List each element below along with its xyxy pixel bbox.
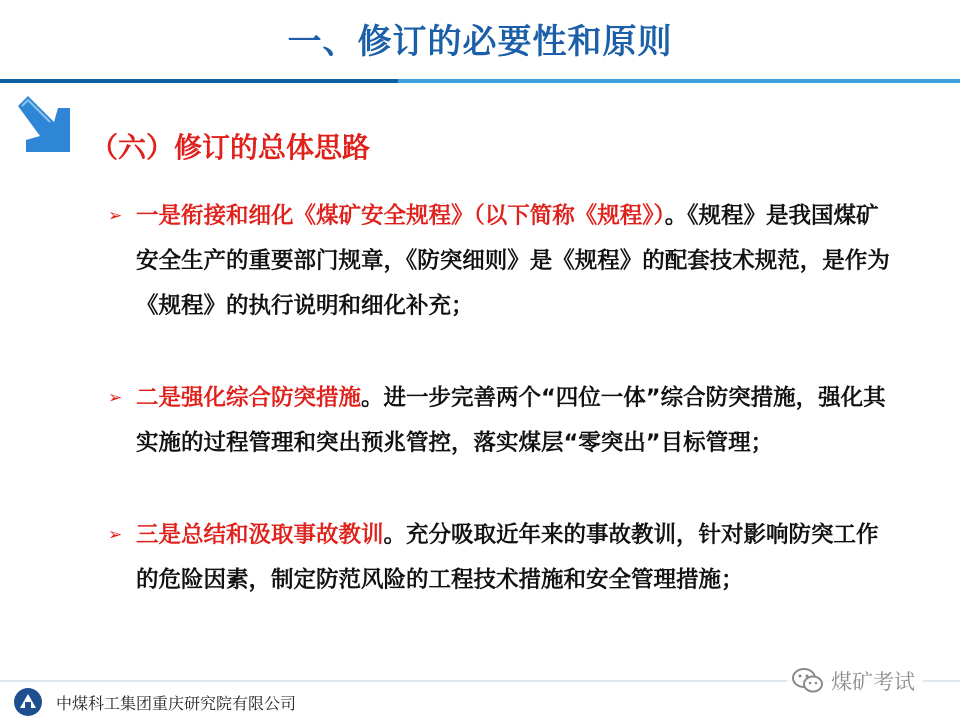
bullet-arrow-icon: ➢ xyxy=(108,206,123,226)
wechat-icon xyxy=(791,667,825,695)
bullet-item xyxy=(104,376,894,466)
bullet-arrow-icon: ➢ xyxy=(108,525,123,545)
bullet-arrow-icon: ➢ xyxy=(108,388,123,408)
bullet-lead: 二是强化综合防突措施 xyxy=(136,385,362,411)
watermark-text: 煤矿考试 xyxy=(831,670,915,694)
bullet-lead: 一是衔接和细化《煤矿安全规程》（以下简称《规程》） xyxy=(136,203,665,229)
watermark xyxy=(787,662,923,700)
slide-title: 一、修订的必要性和原则 xyxy=(287,22,673,62)
arrow-down-right-icon xyxy=(12,96,70,154)
bullet-body: 。充分吸取近年来的事故教训，针对影响防突工作的危险因素，制定防范风险的工程技术措施和安全管理措施； xyxy=(136,522,879,593)
bullet-lead: 三是总结和汲取事故教训 xyxy=(136,522,384,548)
bullet-list xyxy=(104,194,894,603)
section-heading: （六）修订的总体思路 xyxy=(90,131,371,164)
bullet-item xyxy=(104,194,894,329)
bullet-body: 。《规程》是我国煤矿安全生产的重要部门规章，《防突细则》是《规程》的配套技术规范，是作为《规程》的执行说明和细化补充； xyxy=(136,203,890,319)
title-rule-accent xyxy=(0,79,398,83)
bullet-item xyxy=(104,513,894,603)
company-logo-icon xyxy=(12,686,44,718)
footer-company: 中煤科工集团重庆研究院有限公司 xyxy=(56,694,297,713)
bullet-body: 。进一步完善两个“四位一体”综合防突措施，强化其实施的过程管理和突出预兆管控，落实煤层“零突出”目标管理； xyxy=(136,385,886,456)
